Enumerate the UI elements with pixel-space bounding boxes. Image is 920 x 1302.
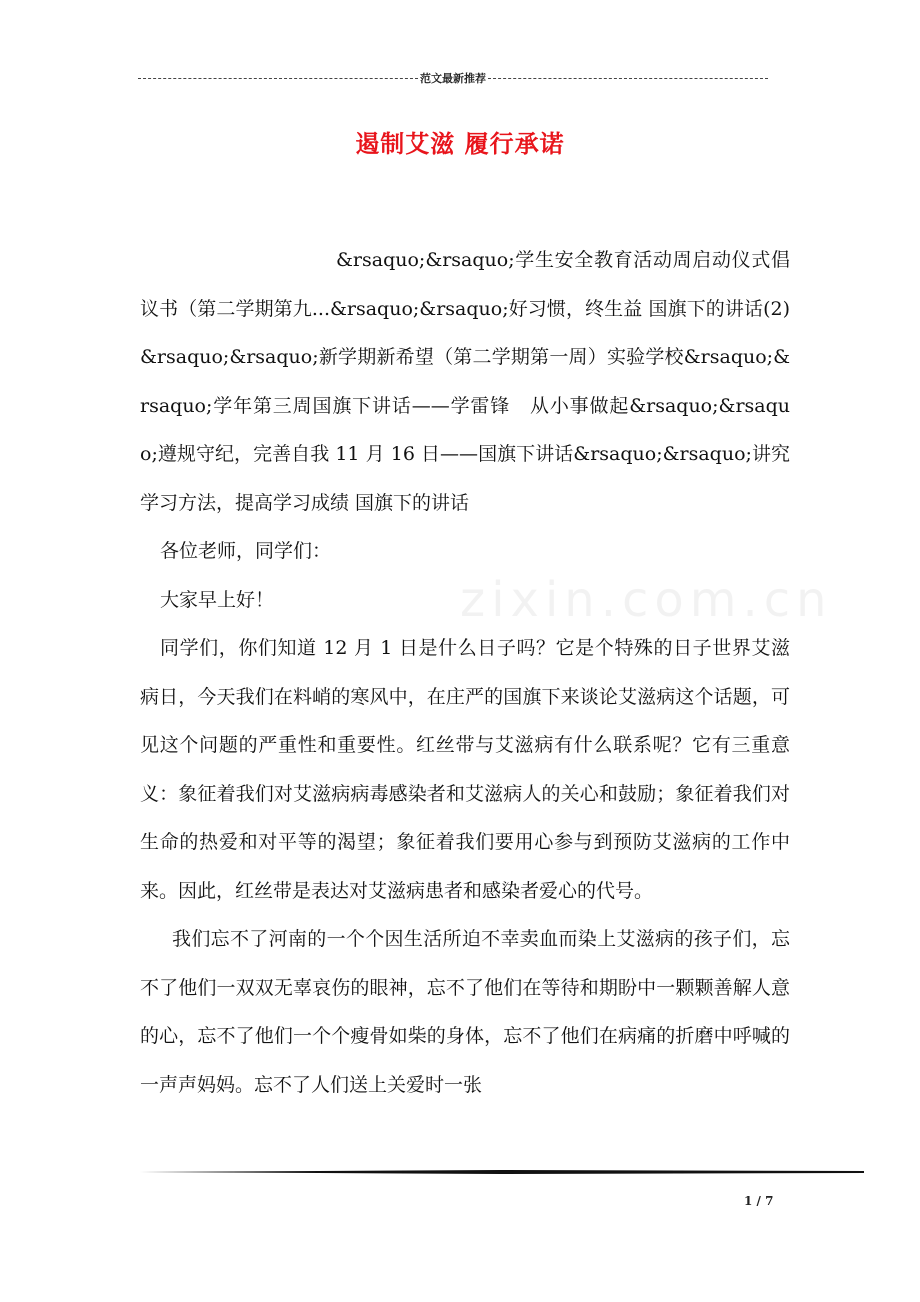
salutation-paragraph: 各位老师，同学们：	[160, 540, 332, 562]
page-header	[138, 68, 768, 88]
header-dash-right	[488, 78, 768, 79]
greeting-paragraph: 大家早上好！	[160, 588, 275, 611]
header-dash-left	[138, 78, 418, 79]
document-body	[140, 236, 790, 1109]
document-title: 遏制艾滋 履行承诺	[355, 129, 565, 158]
body-paragraph-2: 我们忘不了河南的一个个因生活所迫不幸卖血而染上艾滋病的孩子们，忘不了他们一双双无辜哀伤的眼神，忘不了他们在等待和期盼中一颗颗善解人意的心，忘不了他们一个个瘦骨如柴的身体，忘不了他们在病痛的折磨中呼喊的一声声妈妈。忘不了人们送上关爱时一张	[140, 928, 790, 1096]
header-label: 范文最新推荐	[420, 72, 486, 85]
page-number: 1 / 7	[744, 1194, 774, 1208]
footer-rule	[140, 1170, 864, 1174]
watermark: zixin.com.cn	[460, 572, 833, 628]
intro-paragraph: &rsaquo;&rsaquo;学生安全教育活动周启动仪式倡议书（第二学期第九...&rsaquo;&rsaquo;好习惯，终生益 国旗下的讲话(2)&rsaquo;&rsaquo;新学期新希望（第二学期第一周）实验学校&rsaquo;&rsaquo;学年第三周国旗下讲话——学雷锋 从小事做起&rsaquo;&rsaquo;遵规守纪，完善自我 11 月 16 日——国旗下讲话&rsaquo;&rsaquo;讲究学习方法，提高学习成绩 国旗下的讲话	[140, 249, 790, 514]
body-paragraph-1: 同学们，你们知道 12 月 1 日是什么日子吗？它是个特殊的日子世界艾滋病日，今天我们在料峭的寒风中，在庄严的国旗下来谈论艾滋病这个话题，可见这个问题的严重性和重要性。红丝带与艾滋病有什么联系呢？它有三重意义：象征着我们对艾滋病病毒感染者和艾滋病人的关心和鼓励；象征着我们对生命的热爱和对平等的渴望；象征着我们要用心参与到预防艾滋病的工作中来。因此，红丝带是表达对艾滋病患者和感染者爱心的代号。	[140, 637, 790, 902]
